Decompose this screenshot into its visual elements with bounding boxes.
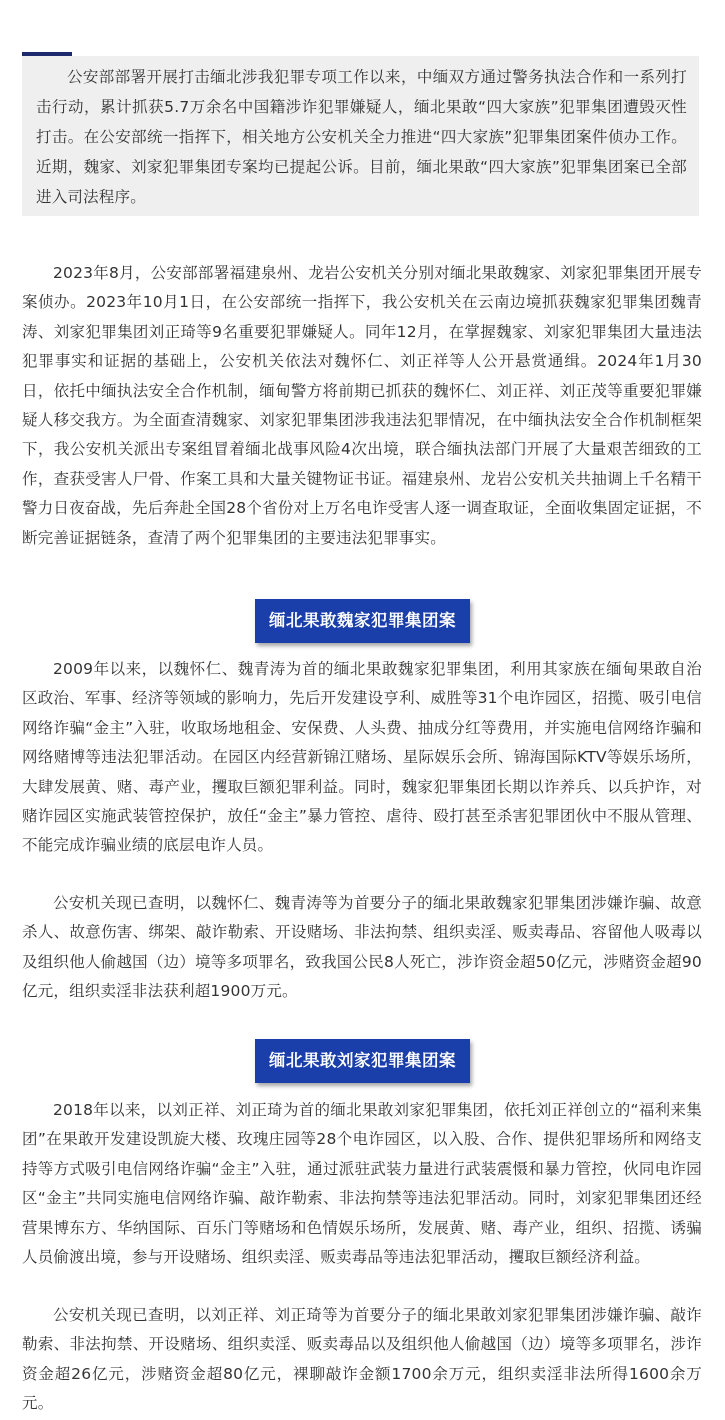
section-heading-liu: 缅北果敢刘家犯罪集团案 (255, 1039, 470, 1083)
summary-text: 公安部部署开展打击缅北涉我犯罪专项工作以来，中缅双方通过警务执法合作和一系列打击行动，累计抓获5.7万余名中国籍涉诈犯罪嫌疑人，缅北果敢“四大家族”犯罪集团遭毁灭性打击。在公安部统一指挥下，相关地方公安机关全力推进“四大家族”犯罪集团案件侦办工作。近期，魏家、刘家犯罪集团专案均已提起公诉。目前，缅北果敢“四大家族”犯罪集团案已全部进入司法程序。 (36, 68, 687, 206)
summary-box (22, 56, 699, 216)
liu-paragraph-2: 公安机关现已查明，以刘正祥、刘正琦等为首要分子的缅北果敢刘家犯罪集团涉嫌诈骗、敲诈勒索、非法拘禁、开设赌场、组织卖淫、贩卖毒品以及组织他人偷越国（边）境等多项罪名，涉诈资金超26亿元，涉赌资金超80亿元，裸聊敲诈金额1700余万元，组织卖淫非法所得1600余万元。 (22, 1306, 702, 1413)
section-heading-wei: 缅北果敢魏家犯罪集团案 (255, 599, 470, 643)
intro-paragraph: 2023年8月，公安部部署福建泉州、龙岩公安机关分别对缅北果敢魏家、刘家犯罪集团开展专案侦办。2023年10月1日，在公安部统一指挥下，我公安机关在云南边境抓获魏家犯罪集团魏青涛、刘家犯罪集团刘正琦等9名重要犯罪嫌疑人。同年12月，在掌握魏家、刘家犯罪集团大量违法犯罪事实和证据的基础上，公安机关依法对魏怀仁、刘正祥等人公开悬赏通缉。2024年1月30日，依托中缅执法安全合作机制，缅甸警方将前期已抓获的魏怀仁、刘正祥、刘正茂等重要犯罪嫌疑人移交我方。为全面查清魏家、刘家犯罪集团涉我违法犯罪情况，在中缅执法安全合作机制框架下，我公安机关派出专案组冒着缅北战事风险4次出境，联合缅执法部门开展了大量艰苦细致的工作，查获受害人尸骨、作案工具和大量关键物证书证。福建泉州、龙岩公安机关共抽调上千名精干警力日夜奋战，先后奔赴全国28个省份对上万名电诈受害人逐一调查取证，全面收集固定证据，不断完善证据链条，查清了两个犯罪集团的主要违法犯罪事实。 (22, 264, 702, 547)
section-heading-liu-wrap (0, 1039, 725, 1083)
wei-paragraph-1: 2009年以来，以魏怀仁、魏青涛为首的缅北果敢魏家犯罪集团，利用其家族在缅甸果敢自治区政治、军事、经济等领域的影响力，先后开发建设亨利、威胜等31个电诈园区，招揽、吸引电信网络诈骗“金主”入驻，收取场地租金、安保费、人头费、抽成分红等费用，并实施电信网络诈骗和网络赌博等违法犯罪活动。在园区内经营新锦江赌场、星际娱乐会所、锦海国际KTV等娱乐场所，大肆发展黄、赌、毒产业，攫取巨额犯罪利益。同时，魏家犯罪集团长期以诈养兵、以兵护诈，对赌诈园区实施武装管控保护，放任“金主”暴力管控、虐待、殴打甚至杀害犯罪团伙中不服从管理、不能完成诈骗业绩的底层电诈人员。 (22, 660, 702, 855)
wei-paragraph-2: 公安机关现已查明，以魏怀仁、魏青涛等为首要分子的缅北果敢魏家犯罪集团涉嫌诈骗、故意杀人、故意伤害、绑架、敲诈勒索、开设赌场、非法拘禁、组织卖淫、贩卖毒品、容留他人吸毒以及组织他人偷越国（边）境等多项罪名，致我国公民8人死亡，涉诈资金超50亿元，涉赌资金超90亿元，组织卖淫非法获利超1900万元。 (22, 894, 702, 1001)
liu-paragraph-1: 2018年以来，以刘正祥、刘正琦为首的缅北果敢刘家犯罪集团，依托刘正祥创立的“福利来集团”在果敢开发建设凯旋大楼、玫瑰庄园等28个电诈园区，以入股、合作、提供犯罪场所和网络支持等方式吸引电信网络诈骗“金主”入驻，通过派驻武装力量进行武装震慑和暴力管控，伙同电诈园区“金主”共同实施电信网络诈骗、敲诈勒索、非法拘禁等违法犯罪活动。同时，刘家犯罪集团还经营果博东方、华纳国际、百乐门等赌场和色情娱乐场所，发展黄、赌、毒产业，组织、招揽、诱骗人员偷渡出境，参与开设赌场、组织卖淫、贩卖毒品等违法犯罪活动，攫取巨额经济利益。 (22, 1101, 702, 1267)
section-heading-wei-wrap (0, 599, 725, 643)
